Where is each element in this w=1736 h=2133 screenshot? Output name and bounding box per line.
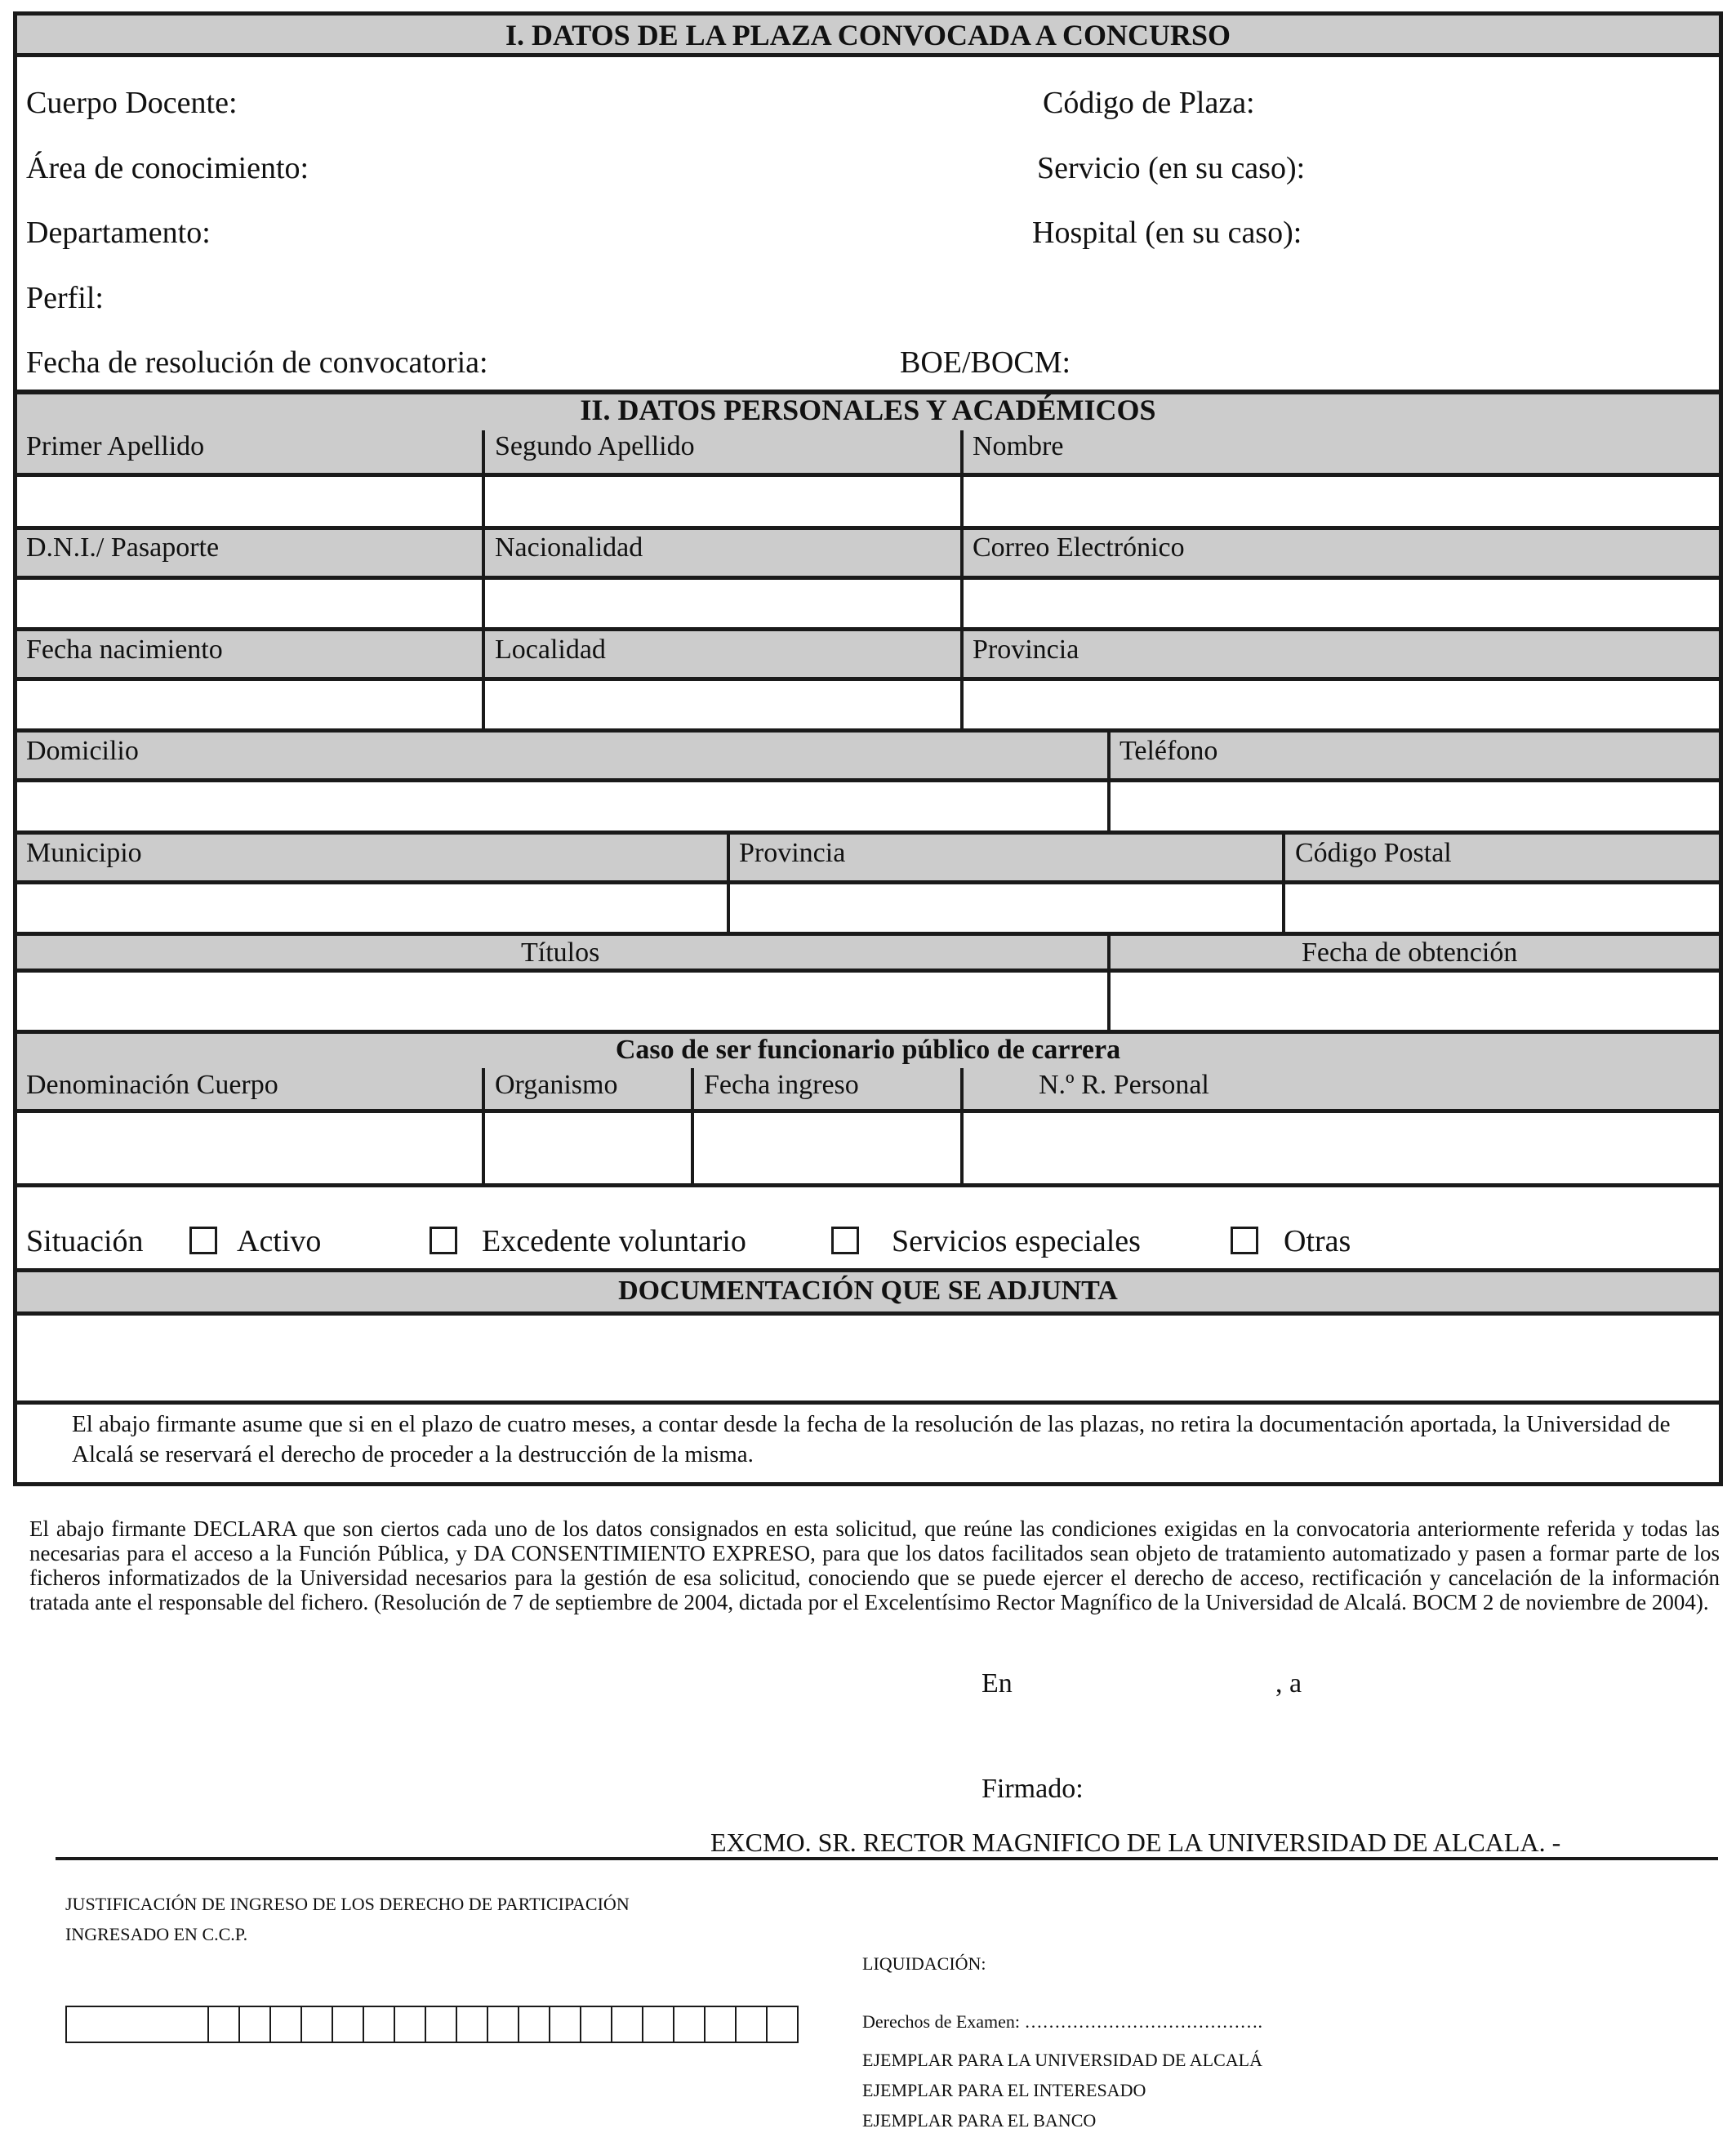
nombre-label: Nombre	[973, 431, 1064, 461]
derechos-examen-label: Derechos de Examen: ………………………………….	[862, 2011, 1263, 2032]
codigo-postal-label: Código Postal	[1295, 838, 1452, 868]
fecha-obtencion-label: Fecha de obtención	[1302, 937, 1518, 968]
nrp-field[interactable]	[964, 1113, 1719, 1183]
ccp-cell	[611, 2006, 612, 2043]
otras-label: Otras	[1284, 1224, 1351, 1258]
ccp-cell	[394, 2006, 395, 2043]
primer-apellido-field[interactable]	[17, 477, 481, 526]
boe-bocm-label: BOE/BOCM:	[900, 345, 1071, 380]
divider	[482, 526, 485, 629]
ccp-cell	[580, 2006, 581, 2043]
excedente-checkbox[interactable]	[430, 1227, 457, 1254]
organismo-label: Organismo	[495, 1070, 618, 1100]
dni-label: D.N.I./ Pasaporte	[26, 532, 220, 563]
nombre-field[interactable]	[964, 477, 1719, 526]
segundo-apellido-label: Segundo Apellido	[495, 431, 695, 461]
ccp-cell	[207, 2006, 209, 2043]
fecha-ingreso-label: Fecha ingreso	[704, 1070, 859, 1100]
ccp-cell	[673, 2006, 674, 2043]
telefono-label: Teléfono	[1119, 736, 1218, 766]
ccp-cell	[735, 2006, 737, 2043]
divider	[1107, 728, 1111, 831]
section-1-frame	[13, 11, 1723, 394]
divider	[727, 830, 730, 933]
ccp-cell	[363, 2006, 364, 2043]
divider	[960, 526, 964, 629]
excedente-label: Excedente voluntario	[482, 1224, 746, 1258]
divider	[960, 430, 964, 527]
servicios-especiales-label: Servicios especiales	[892, 1224, 1141, 1258]
telefono-field[interactable]	[1111, 782, 1719, 830]
cuerpo-docente-label: Cuerpo Docente:	[26, 86, 238, 120]
titulos-label: Títulos	[521, 937, 600, 968]
divider	[482, 1068, 485, 1184]
denominacion-cuerpo-field[interactable]	[17, 1113, 481, 1183]
provincia-label: Provincia	[973, 635, 1079, 665]
divider	[17, 1400, 1719, 1405]
segundo-apellido-field[interactable]	[486, 477, 959, 526]
ccp-cell	[332, 2006, 333, 2043]
localidad-label: Localidad	[495, 635, 606, 665]
otras-checkbox[interactable]	[1231, 1227, 1258, 1254]
lugar-en-label: En	[982, 1668, 1013, 1699]
municipio-field[interactable]	[17, 884, 726, 932]
correo-field[interactable]	[964, 580, 1719, 627]
servicio-label: Servicio (en su caso):	[1037, 151, 1306, 185]
documentacion-aviso: El abajo firmante asume que si en el plazo de cuatro meses, a contar desde la fecha de la resolución de las plazas, no retira la documentación aportada, la Universidad de Alcalá se reservará el derecho de proceder a la destrucción de la misma.	[72, 1411, 1671, 1467]
divider	[960, 627, 964, 730]
declaracion-text: El abajo firmante DECLARA que son ciertos cada uno de los datos consignados en esta solicitud, que reúne las condiciones exigidas en la convocatoria anteriormente referida y todas las necesarias para el acceso a la Función Pública, y DA CONSENTIMIENTO EXPRESO, para que los datos facilitados sean objeto de tratamiento automatizado y pasen a formar parte de los ficheros informatizados de la Universidad necesarios para la gestión de esa solicitud, conociendo que se puede ejercer el derecho de acceso, rectificación y cancelación de la información tratada ante el responsable del fichero. (Resolución de 7 de septiembre de 2004, dictada por el Excelentísimo Rector Magnífico de la Universidad de Alcalá. BOCM 2 de noviembre de 2004).	[29, 1516, 1720, 1614]
activo-label: Activo	[237, 1224, 322, 1258]
divider	[482, 430, 485, 527]
correo-label: Correo Electrónico	[973, 532, 1185, 563]
fecha-obtencion-field[interactable]	[1111, 973, 1719, 1030]
section-2-title: II. DATOS PERSONALES Y ACADÉMICOS	[580, 394, 1156, 426]
provincia-domicilio-field[interactable]	[731, 884, 1281, 932]
dni-field[interactable]	[17, 580, 481, 627]
activo-checkbox[interactable]	[189, 1227, 217, 1254]
provincia-domicilio-label: Provincia	[739, 838, 846, 868]
ccp-input-boxes[interactable]	[65, 2006, 799, 2043]
ccp-cell	[642, 2006, 643, 2043]
ccp-cell	[487, 2006, 488, 2043]
area-conocimiento-label: Área de conocimiento:	[26, 151, 309, 185]
divider	[960, 1068, 964, 1184]
codigo-postal-field[interactable]	[1286, 884, 1719, 932]
ccp-cell	[238, 2006, 240, 2043]
fecha-ingreso-field[interactable]	[695, 1113, 959, 1183]
ccp-cell	[300, 2006, 302, 2043]
liquidacion-label: LIQUIDACIÓN:	[862, 1953, 986, 1974]
row-2-header	[17, 526, 1719, 580]
domicilio-label: Domicilio	[26, 736, 139, 766]
section-1-title: I. DATOS DE LA PLAZA CONVOCADA A CONCURSO	[505, 19, 1231, 51]
ccp-cell	[269, 2006, 271, 2043]
ejemplar-interesado: EJEMPLAR PARA EL INTERESADO	[862, 2080, 1146, 2100]
denominacion-cuerpo-label: Denominación Cuerpo	[26, 1070, 278, 1100]
municipio-label: Municipio	[26, 838, 142, 868]
nrp-label: N.º R. Personal	[1039, 1070, 1209, 1100]
ejemplar-universidad: EJEMPLAR PARA LA UNIVERSIDAD DE ALCALÁ	[862, 2050, 1262, 2070]
nacionalidad-field[interactable]	[486, 580, 959, 627]
divider	[691, 1068, 694, 1184]
row-4-header	[17, 728, 1719, 782]
primer-apellido-label: Primer Apellido	[26, 431, 205, 461]
justificacion-line-1: JUSTIFICACIÓN DE INGRESO DE LOS DERECHO DE PARTICIPACIÓN	[65, 1894, 630, 1914]
funcionario-title: Caso de ser funcionario público de carrera	[615, 1035, 1121, 1065]
row-3-header	[17, 627, 1719, 681]
codigo-plaza-label: Código de Plaza:	[1043, 86, 1255, 120]
fecha-nacimiento-field[interactable]	[17, 681, 481, 728]
separator-line	[56, 1857, 1718, 1860]
firma-field[interactable]	[1102, 1768, 1674, 1809]
fecha-a-label: , a	[1275, 1668, 1302, 1699]
ccp-cell	[456, 2006, 457, 2043]
perfil-label: Perfil:	[26, 281, 104, 315]
ccp-cell	[766, 2006, 768, 2043]
organismo-field[interactable]	[486, 1113, 690, 1183]
fecha-resolucion-label: Fecha de resolución de convocatoria:	[26, 345, 488, 380]
divider	[482, 627, 485, 730]
provincia-field[interactable]	[964, 681, 1719, 728]
localidad-field[interactable]	[486, 681, 959, 728]
lugar-field[interactable]	[1022, 1666, 1267, 1702]
divider	[17, 1183, 1719, 1187]
nacionalidad-label: Nacionalidad	[495, 532, 643, 563]
domicilio-field[interactable]	[17, 782, 1106, 830]
fecha-nacimiento-label: Fecha nacimiento	[26, 635, 223, 665]
ccp-cell	[518, 2006, 519, 2043]
divider	[1282, 830, 1285, 933]
firmado-label: Firmado:	[982, 1774, 1084, 1804]
titulos-field[interactable]	[17, 973, 1106, 1030]
hospital-label: Hospital (en su caso):	[1032, 216, 1302, 250]
servicios-especiales-checkbox[interactable]	[831, 1227, 859, 1254]
fecha-field[interactable]	[1315, 1666, 1690, 1702]
documentacion-title: DOCUMENTACIÓN QUE SE ADJUNTA	[618, 1276, 1118, 1306]
ccp-cell	[704, 2006, 706, 2043]
ejemplar-banco: EJEMPLAR PARA EL BANCO	[862, 2110, 1097, 2131]
situacion-label: Situación	[26, 1224, 144, 1258]
ccp-cell	[549, 2006, 550, 2043]
departamento-label: Departamento:	[26, 216, 211, 250]
rector-label: EXCMO. SR. RECTOR MAGNIFICO DE LA UNIVERSIDAD DE ALCALA. -	[710, 1828, 1561, 1857]
justificacion-line-2: INGRESADO EN C.C.P.	[65, 1924, 248, 1944]
documentacion-field[interactable]	[17, 1316, 1719, 1400]
row-5-header	[17, 830, 1719, 884]
divider	[1107, 932, 1111, 1031]
ccp-cell	[425, 2006, 426, 2043]
